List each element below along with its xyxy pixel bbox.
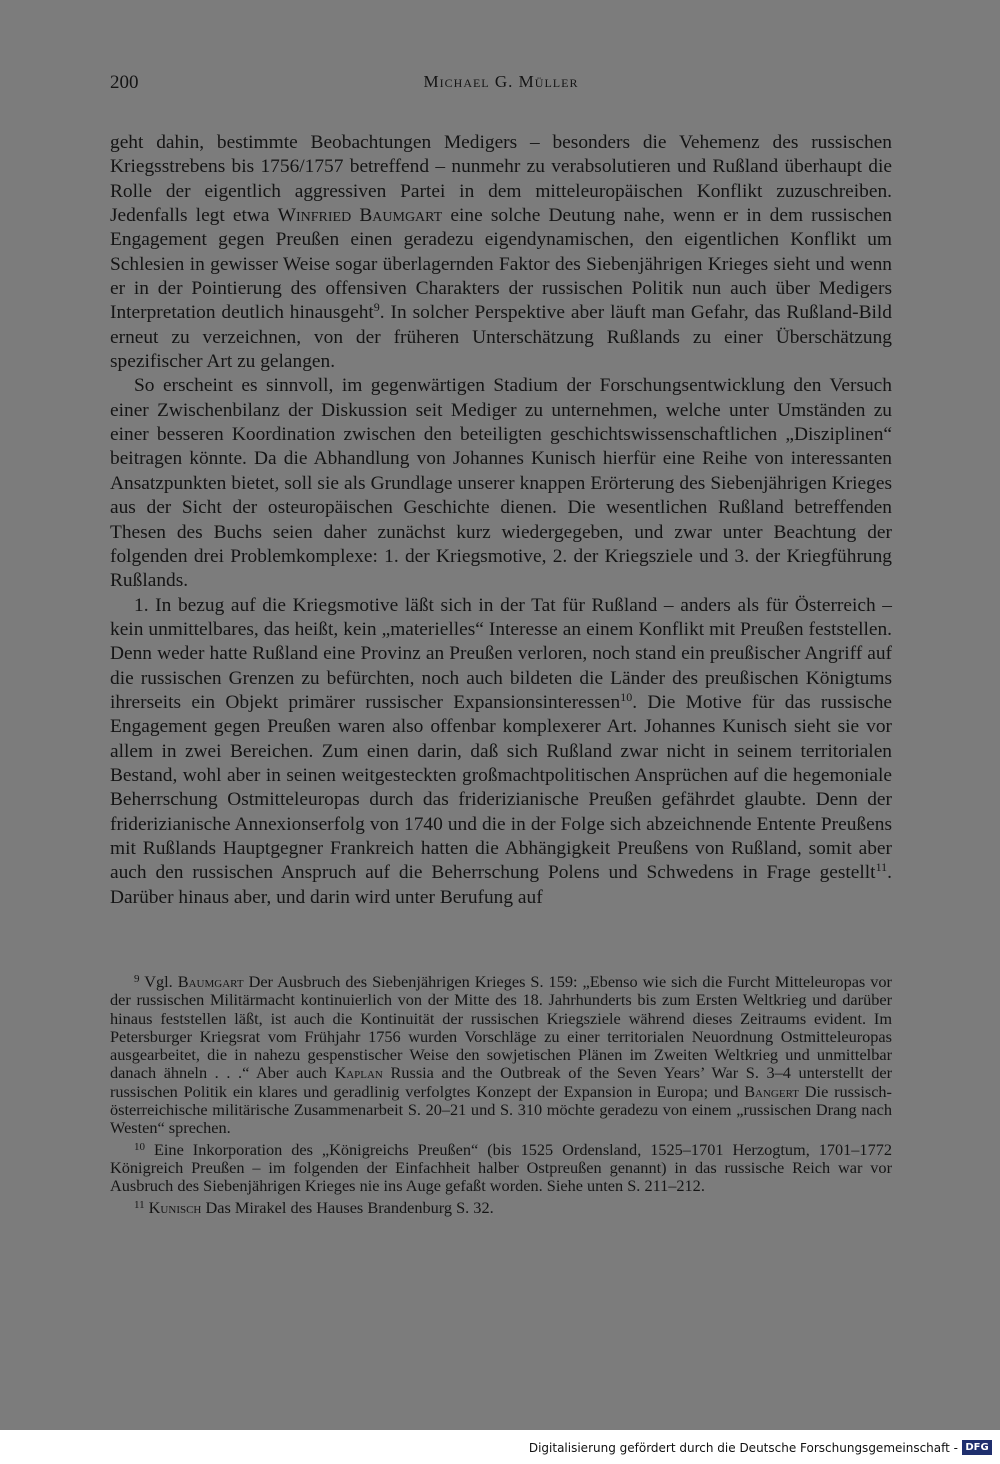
paragraph-3-text-b: . Die Motive für das russische Engagement gegen Preußen waren also offenbar komplexerer Art. Johannes Kunisch sieht sie vor allem in zwei Bereichen. Zum einen darin, daß sich Rußland zwar nicht in seinem territorialen Bestand, wohl aber in seinen weitgesteckten großmachtpolitischen Ansprüchen auf die hegemoniale Beherrschung Ostmitteleuropas durch das friderizianische Preußen gefährdet glaubte. Denn der friderizianische Annexionserfolg von 1740 und die in der Folge sich abzeichnende Entente Preußens mit Rußlands Hauptgegner Frankreich hatten die Abhängigkeit Preußens von Rußland, somit aber auch den russischen Anspruch auf die Beherrschung Polens und Schwedens in Frage gestellt <box>110 691 892 884</box>
footnote-text: Eine Inkorporation des „Königreichs Preußen“ (bis 1525 Ordensland, 1525–1701 Herzogtum, 1701–1772 Königreich Preußen – im folgenden der Einfachheit halber Ostpreußen genannt) in das russische Reich war vor Ausbruch des Siebenjährigen Krieges nie ins Auge gefaßt worden. Siehe unten S. 211–212. <box>110 1139 892 1196</box>
footnote-text: Die russisch-österreichische militärische Zusammenarbeit S. 20–21 und S. 310 möchte geradezu von einem „russischen Drang nach Westen“ sprechen. <box>110 1081 892 1138</box>
footnote-marker: 9 <box>373 300 380 315</box>
footnote-10 <box>110 1138 892 1196</box>
paragraph-1 <box>110 131 892 374</box>
footnote-text: Vgl. <box>144 972 173 991</box>
footnote-number: 11 <box>134 1198 145 1211</box>
footnote-number: 9 <box>134 973 140 985</box>
footnote-marker: 10 <box>620 689 633 704</box>
paragraph-2: So erscheint es sinnvoll, im gegenwärtigen Stadium der Forschungsentwicklung den Versuch einer Zwischenbilanz der Diskussion seit Mediger zu unternehmen, welche unter Umständen zu einer besseren Koordination zwischen den beteiligten geschichtswissenschaftlichen „Disziplinen“ beitragen könnte. Da die Abhandlung von Johannes Kunisch hierfür eine Reihe von interessanten Ansatzpunkten bietet, soll sie als Grundlage unserer knappen Erörterung des Siebenjährigen Krieges aus der Sicht der osteuropäischen Geschichte dienen. Die wesentlichen Rußland betreffenden Thesen des Buchs seien daher zunächst kurz wiedergegeben, und zwar unter Beachtung der folgenden drei Problemkomplexe: 1. der Kriegsmotive, 2. der Kriegsziele und 3. der Kriegführung Rußlands. <box>110 375 892 592</box>
body-text <box>110 131 892 910</box>
footnote-text: Der Ausbruch des Siebenjährigen Krieges S. 159: „Ebenso wie sich die Furcht Mitteleuropas vor der russischen Militärmacht kontinuierlich von der Mitte des 18. Jahrhunderts bis zum Ersten Weltkrieg und darüber hinaus feststellen läßt, ist auch die Kontinuität der russischen Kriegsziele während dieses Zeitraums evident. Im Petersburger Kriegsrat vom Frühjahr 1756 wurden Vorschläge zu einer territorialen Neuordnung Ostmitteleuropas ausgearbeitet, die in nahezu gespenstischer Weise den sowjetischen Plänen im Zweiten Weltkrieg und unmittelbar danach ähneln . . .“ Aber auch <box>110 972 892 1083</box>
footnotes <box>110 970 892 1217</box>
funding-credit: Digitalisierung gefördert durch die Deutsche Forschungsgemeinschaft - <box>528 1441 958 1455</box>
footnote-11 <box>110 1196 892 1217</box>
author-name: Baumgart <box>177 972 244 991</box>
author-name: Bangert <box>744 1081 799 1101</box>
page-header <box>110 72 892 104</box>
digitization-footer <box>0 1430 1000 1464</box>
author-name: Winfried Baumgart <box>277 205 443 227</box>
footnote-number: 10 <box>134 1140 145 1153</box>
paragraph-1-text-a: geht dahin, bestimmte Beobachtungen Medigers – besonders die Vehemenz des russischen Kriegsstrebens bis 1756/1757 betreffend – nunmehr zu verabsolutieren und Rußland überhaupt die Rolle der eigentlich aggressiven Partei in dem mitteleuropäischen Konflikt zuzuschreiben. Jedenfalls legt etwa <box>110 132 892 227</box>
footnote-marker: 11 <box>875 860 888 875</box>
paragraph-1-text-b: eine solche Deutung nahe, wenn er in dem russischen Engagement gegen Preußen einen geradezu eigendynamischen, den eigentlichen Konflikt um Schlesien in gewisser Weise sogar überlagernden Faktor des Siebenjährigen Krieges sieht und wenn er in der Pointierung des offensiven Charakters der russischen Politik nun auch über Medigers Interpretation deutlich hinausgeht <box>110 205 892 324</box>
footnote-text: Russia and the Outbreak of the Seven Years’ War S. 3–4 unterstellt der russischen Politik ein klares und geradlinig verfolgtes Konzept der Expansion in Europa; und <box>110 1063 892 1101</box>
dfg-logo: DFG <box>962 1440 992 1455</box>
author-name: Kaplan <box>334 1063 383 1083</box>
page-number: 200 <box>110 72 139 93</box>
paragraph-3 <box>110 594 892 910</box>
paragraph-1-text-c: . In solcher Perspektive aber läuft man Gefahr, das Rußland-Bild erneut zu verzeichnen, von der früheren Unterschätzung Rußlands zu einer Überschätzung spezifischer Art zu gelangen. <box>110 302 892 373</box>
running-head: Michael G. Müller <box>423 72 579 91</box>
footnote-text: Das Mirakel des Hauses Brandenburg S. 32. <box>205 1197 494 1217</box>
author-name: Kunisch <box>148 1197 202 1217</box>
paragraph-3-text-a: 1. In bezug auf die Kriegsmotive läßt sich in der Tat für Rußland – anders als für Österreich – kein unmittelbares, das heißt, kein „materielles“ Interesse an einem Konflikt mit Preußen feststellen. Denn weder hatte Rußland eine Provinz an Preußen verloren, noch stand ein preußischer Angriff auf die russischen Grenzen zu befürchten, noch auch bildeten die Länder des preußischen Königtums ihrerseits ein Objekt primärer russischer Expansionsinteressen <box>110 594 892 713</box>
footnote-9 <box>110 970 892 1138</box>
paragraph-3-text-c: . Darüber hinaus aber, und darin wird unter Berufung auf <box>110 862 892 908</box>
